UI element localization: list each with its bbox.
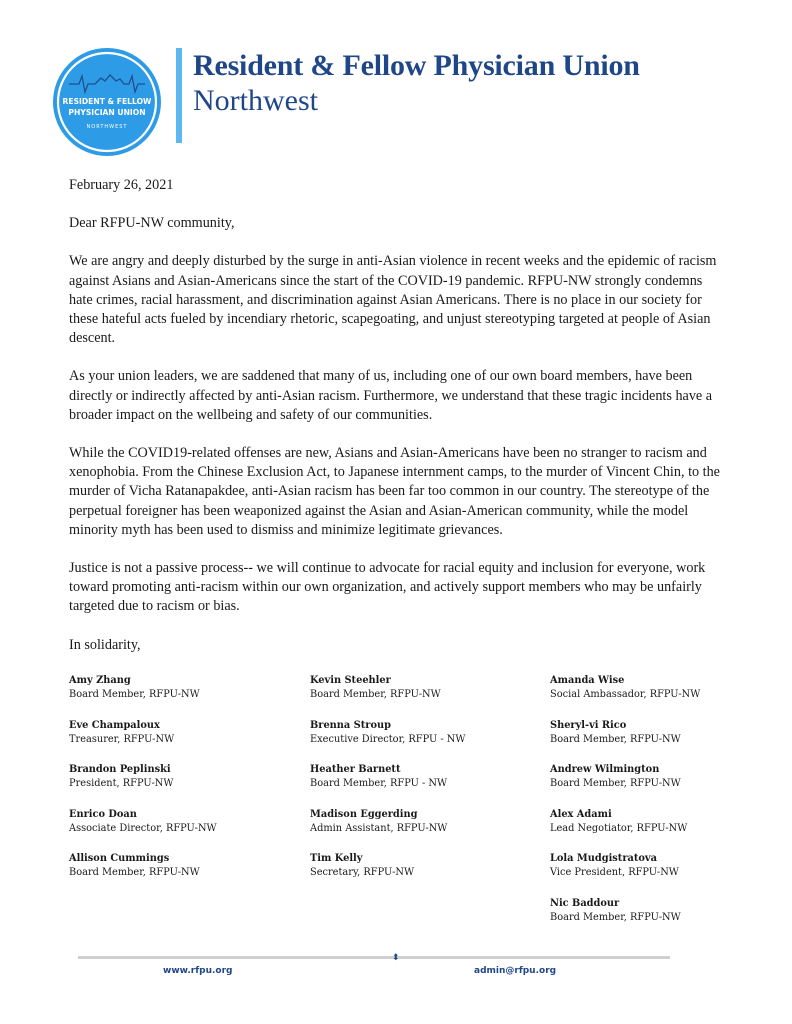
letter-salutation: Dear RFPU-NW community,	[69, 215, 235, 232]
footer-divider	[78, 956, 670, 959]
signatory-name: Lola Mudgistratova	[550, 853, 657, 864]
letter-paragraph: Justice is not a passive process-- we will continue to advocate for racial equity and inclusion for everyone, work toward promoting anti-racism within our own organization, and actively support members who may be unfairly targeted due to racism or bias.	[69, 560, 706, 615]
signatory-name: Heather Barnett	[310, 764, 401, 775]
signatory-column	[69, 674, 289, 897]
signatory-title: Board Member, RFPU-NW	[310, 689, 441, 700]
signatory	[550, 719, 770, 764]
letter-closing: In solidarity,	[69, 636, 141, 653]
signatory	[550, 808, 770, 853]
organization-region: Northwest	[193, 84, 318, 117]
letter-paragraph: While the COVID19-related offenses are new, Asians and Asian-Americans have been no stranger to racism and xenophobia. From the Chinese Exclusion Act, to Japanese internment camps, to the murder of Vincent Chin, to the murder of Vicha Ratanapakdee, anti-Asian racism has been far too common in our country. The stereotype of the perpetual foreigner has been weaponized against the Asian and Asian-American community, while the model minority myth has been used to dismiss and minimize legitimate grievances.	[69, 445, 720, 538]
logo-text-line1: RESIDENT & FELLOW	[62, 97, 152, 106]
email-link[interactable]: admin@rfpu.org	[474, 966, 557, 976]
signatory-title: Board Member, RFPU-NW	[550, 733, 681, 745]
signatory	[550, 763, 770, 808]
signatory	[69, 719, 289, 764]
signatory-name: Amanda Wise	[550, 675, 625, 686]
signatory-column	[310, 674, 530, 897]
signatory-title: Admin Assistant, RFPU-NW	[310, 822, 448, 834]
signatory-name: Sheryl-vi Rico	[550, 719, 627, 731]
signatory	[550, 852, 770, 897]
signatory-name: Allison Cummings	[69, 853, 170, 864]
signatory-name: Madison Eggerding	[310, 808, 418, 820]
signatory-column	[550, 674, 770, 941]
signatory-title: Lead Negotiator, RFPU-NW	[550, 822, 688, 834]
signatory-name: Amy Zhang	[69, 675, 131, 686]
signatory-name: Kevin Steehler	[310, 675, 391, 686]
signatory-title: President, RFPU-NW	[69, 778, 174, 789]
signatory	[310, 852, 530, 897]
letter-body	[69, 176, 729, 674]
signatory-name: Brandon Peplinski	[69, 764, 171, 775]
signatory-name: Andrew Wilmington	[550, 764, 660, 775]
signatory	[69, 808, 289, 853]
signatory-title: Secretary, RFPU-NW	[310, 867, 415, 878]
signatory-name: Tim Kelly	[310, 853, 363, 864]
signatory-title: Associate Director, RFPU-NW	[69, 822, 217, 834]
signatory-title: Board Member, RFPU - NW	[310, 778, 448, 789]
signatory-name: Enrico Doan	[69, 808, 137, 820]
signatory-name: Eve Champaloux	[69, 719, 160, 731]
logo-text-line3: NORTHWEST	[86, 124, 128, 130]
signatory	[310, 719, 530, 764]
signatory	[310, 674, 530, 719]
signatory-title: Board Member, RFPU-NW	[69, 867, 200, 878]
signatory	[69, 674, 289, 719]
organization-name: Resident & Fellow Physician Union	[193, 49, 640, 82]
signatory	[550, 897, 770, 942]
signatory-title: Treasurer, RFPU-NW	[69, 733, 175, 745]
letter-date: February 26, 2021	[69, 177, 174, 193]
signatory-title: Executive Director, RFPU - NW	[310, 733, 466, 745]
signatory-name: Nic Baddour	[550, 897, 620, 909]
organization-title	[193, 48, 640, 118]
signatory-title: Board Member, RFPU-NW	[550, 778, 681, 789]
signatory	[310, 808, 530, 853]
signatory	[310, 763, 530, 808]
union-logo-icon	[53, 48, 161, 156]
header-accent-bar	[176, 48, 182, 143]
footer-divider-mark-icon: ⬍	[392, 952, 400, 962]
signatory-title: Vice President, RFPU-NW	[550, 867, 679, 878]
signatory	[69, 763, 289, 808]
union-logo	[53, 48, 161, 156]
signatory	[550, 674, 770, 719]
signatory-name: Alex Adami	[550, 808, 612, 820]
signatory-title: Board Member, RFPU-NW	[550, 911, 681, 923]
signatory-name: Brenna Stroup	[310, 719, 391, 731]
signatory-title: Board Member, RFPU-NW	[69, 689, 200, 700]
logo-text-line2: PHYSICIAN UNION	[68, 108, 146, 117]
website-link[interactable]: www.rfpu.org	[163, 966, 233, 976]
letter-paragraph: As your union leaders, we are saddened that many of us, including one of our own board members, have been directly or indirectly affected by anti-Asian racism. Furthermore, we understand that these tragic incidents have a broader impact on the wellbeing and safety of our communities.	[69, 368, 713, 423]
letter-paragraph: We are angry and deeply disturbed by the surge in anti-Asian violence in recent weeks and the epidemic of racism against Asians and Asian-Americans since the start of the COVID-19 pandemic. RFPU-NW strongly condemns hate crimes, racial harassment, and discrimination against Asian Americans. There is no place in our society for these hateful acts fueled by incendiary rhetoric, scapegoating, and unjust stereotyping targeted at people of Asian descent.	[69, 253, 717, 347]
signatory	[69, 852, 289, 897]
signatory-title: Social Ambassador, RFPU-NW	[550, 689, 701, 700]
